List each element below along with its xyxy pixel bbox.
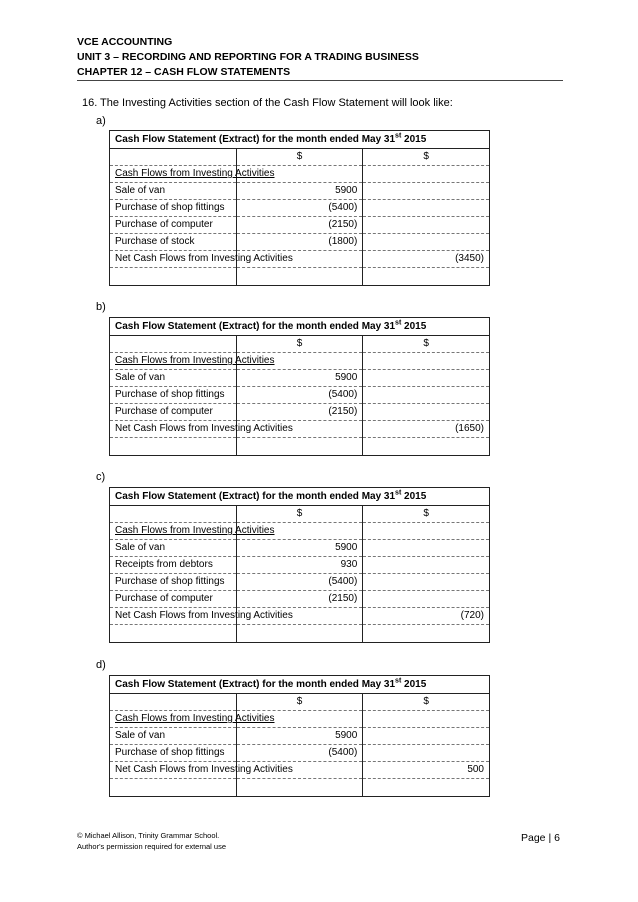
table-title: Cash Flow Statement (Extract) for the month ended May 31st 2015 (110, 488, 490, 506)
table-row: Purchase of computer (2150) (110, 591, 490, 608)
option-d-label: d) (96, 659, 106, 671)
table-row: Purchase of stock (1800) (110, 234, 490, 251)
column-header-dollar: $ (363, 149, 490, 166)
table-row: Sale of van 5900 (110, 370, 490, 387)
net-cash-row: Net Cash Flows from Investing Activities (720) (110, 608, 490, 625)
column-header-dollar: $ (236, 506, 363, 523)
table-row: Purchase of shop fittings (5400) (110, 387, 490, 404)
table-row: Purchase of computer (2150) (110, 404, 490, 421)
page-header (77, 35, 562, 80)
header-subject: VCE ACCOUNTING (77, 36, 173, 48)
table-row: Receipts from debtors 930 (110, 557, 490, 574)
column-header-dollar: $ (236, 694, 363, 711)
table-row: Purchase of computer (2150) (110, 217, 490, 234)
table-row: Purchase of shop fittings (5400) (110, 574, 490, 591)
table-title: Cash Flow Statement (Extract) for the month ended May 31st 2015 (110, 318, 490, 336)
column-header-dollar: $ (236, 149, 363, 166)
table-row: Purchase of shop fittings (5400) (110, 745, 490, 762)
column-header-dollar: $ (363, 694, 490, 711)
column-header-dollar: $ (236, 336, 363, 353)
net-cash-row: Net Cash Flows from Investing Activities 500 (110, 762, 490, 779)
option-b-label: b) (96, 301, 106, 313)
header-divider (77, 80, 563, 81)
option-c-table (109, 487, 490, 643)
net-value: 500 (363, 762, 490, 779)
net-value: (720) (363, 608, 490, 625)
column-header-dollar: $ (363, 506, 490, 523)
column-header-dollar: $ (363, 336, 490, 353)
section-heading: Cash Flows from Investing Activities (110, 353, 237, 370)
table-row: Purchase of shop fittings (5400) (110, 200, 490, 217)
option-c-label: c) (96, 471, 106, 483)
table-row: Sale of van 5900 (110, 183, 490, 200)
table-row: Sale of van 5900 (110, 728, 490, 745)
net-value: (3450) (363, 251, 490, 268)
table-title: Cash Flow Statement (Extract) for the month ended May 31st 2015 (110, 131, 490, 149)
net-cash-row: Net Cash Flows from Investing Activities (3450) (110, 251, 490, 268)
footer-copyright: © Michael Allison, Trinity Grammar School. (77, 831, 220, 840)
option-b-table (109, 317, 490, 456)
question-number: 16. (82, 97, 98, 109)
table-row: Sale of van 5900 (110, 540, 490, 557)
section-heading: Cash Flows from Investing Activities (110, 166, 237, 183)
question-16 (82, 97, 453, 109)
table-title: Cash Flow Statement (Extract) for the month ended May 31st 2015 (110, 676, 490, 694)
header-chapter: CHAPTER 12 – CASH FLOW STATEMENTS (77, 66, 291, 78)
question-text: The Investing Activities section of the Cash Flow Statement will look like: (100, 97, 453, 109)
footer-permission: Author's permission required for external use (77, 842, 227, 851)
net-value: (1650) (363, 421, 490, 438)
footer-credits (77, 830, 226, 852)
net-cash-row: Net Cash Flows from Investing Activities (1650) (110, 421, 490, 438)
header-unit: UNIT 3 – RECORDING AND REPORTING FOR A TRADING BUSINESS (77, 51, 419, 63)
option-a-label: a) (96, 115, 106, 127)
section-heading: Cash Flows from Investing Activities (110, 711, 237, 728)
page-number: Page | 6 (521, 832, 560, 844)
option-d-table (109, 675, 490, 797)
option-a-table (109, 130, 490, 286)
section-heading: Cash Flows from Investing Activities (110, 523, 237, 540)
